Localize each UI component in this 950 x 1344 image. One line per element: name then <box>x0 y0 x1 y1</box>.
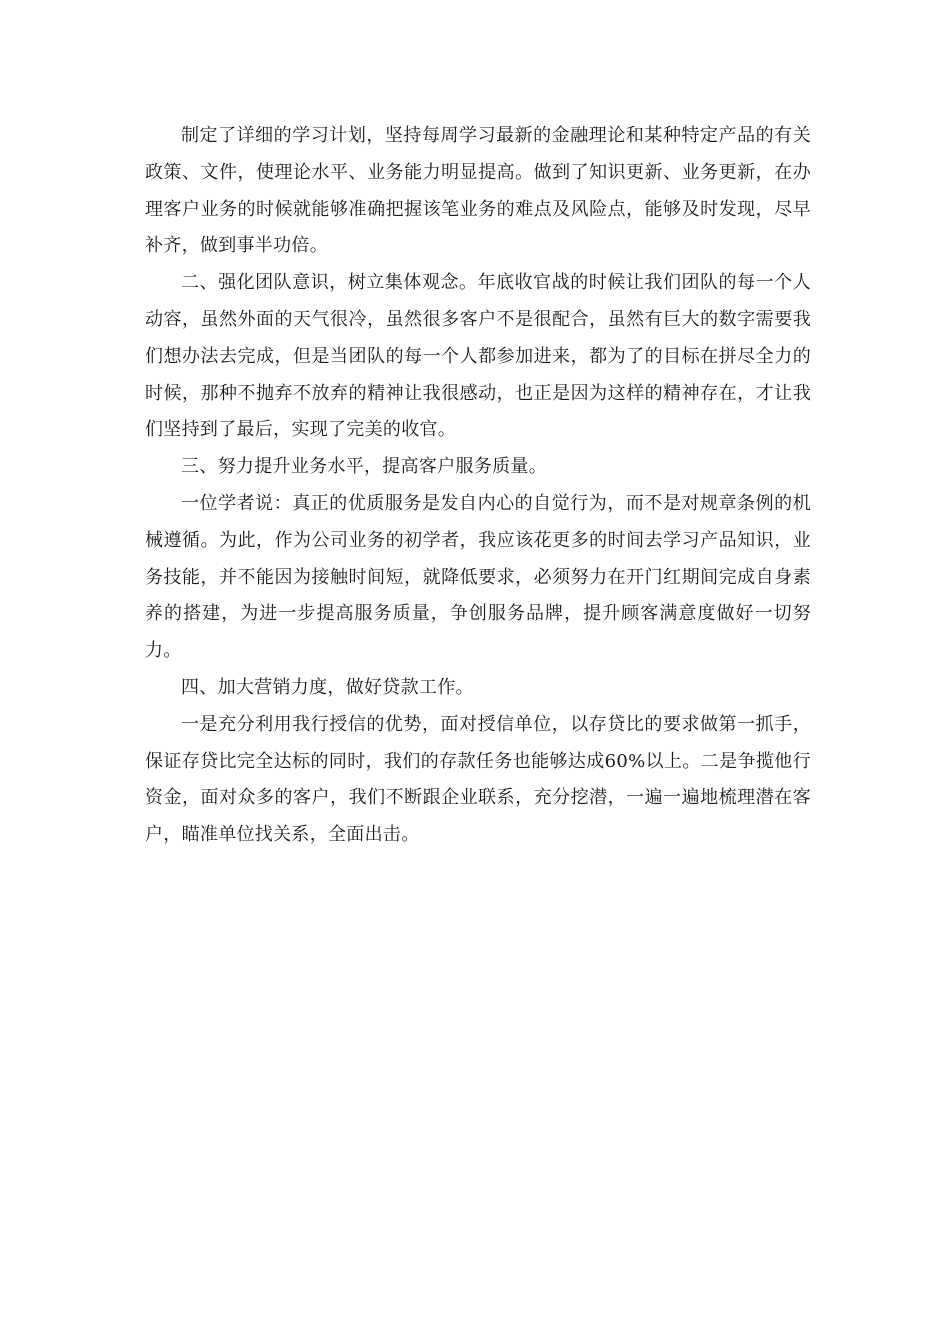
paragraph-team-awareness: 二、强化团队意识，树立集体观念。年底收官战的时候让我们团队的每一个人动容，虽然外面的天气很冷，虽然很多客户不是很配合，虽然有巨大的数字需要我们想办法去完成，但是当团队的每一个人都参加进来，都为了的目标在拼尽全力的时候，那种不抛弃不放弃的精神让我很感动，也正是因为这样的精神存在，才让我们坚持到了最后，实现了完美的收官。 <box>145 272 811 441</box>
paragraph-credit-advantage: 一是充分利用我行授信的优势，面对授信单位，以存贷比的要求做第一抓手，保证存贷比完全达标的同时，我们的存款任务也能够达成60%以上。二是争揽他行资金，面对众多的客户，我们不断跟企业联系，充分挖潜，一遍一遍地梳理潜在客户，瞄准单位找关系，全面出击。 <box>145 713 811 846</box>
paragraph-quality-service: 一位学者说：真正的优质服务是发自内心的自觉行为，而不是对规章条例的机械遵循。为此，作为公司业务的初学者，我应该花更多的时间去学习产品知识，业务技能，并不能因为接触时间短，就降低要求，必须努力在开门红期间完成自身素养的搭建，为进一步提高服务质量，争创服务品牌，提升顾客满意度做好一切努力。 <box>145 492 811 662</box>
heading-service-quality: 三、努力提升业务水平，提高客户服务质量。 <box>181 456 547 478</box>
paragraph-study-plan: 制定了详细的学习计划，坚持每周学习最新的金融理论和某种特定产品的有关政策、文件，使理论水平、业务能力明显提高。做到了知识更新、业务更新，在办理客户业务的时候就能够准确把握该笔业务的难点及风险点，能够及时发现，尽早补齐，做到事半功倍。 <box>145 125 811 257</box>
document-body <box>145 118 811 854</box>
heading-marketing-loans: 四、加大营销力度，做好贷款工作。 <box>181 676 474 698</box>
